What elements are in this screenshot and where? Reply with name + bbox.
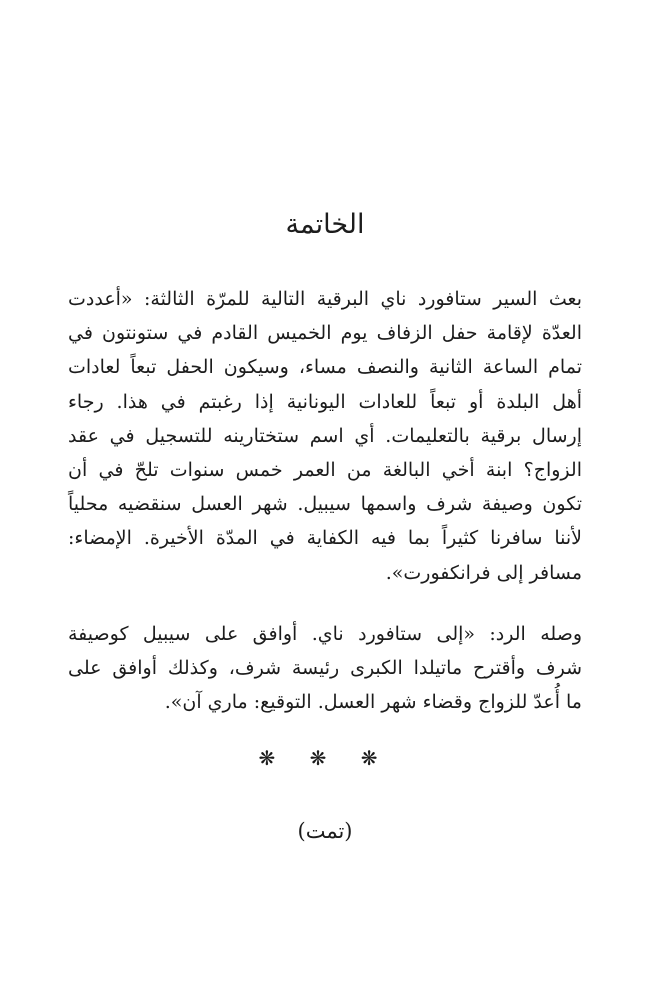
text-line: العدّة لإقامة حفل الزفاف يوم الخميس القادم في ستونتون في [68,322,582,345]
text-line: وصله الرد: «إلى ستافورد ناي. أوافق على سيبيل كوصيفة [68,623,582,645]
chapter-title: الخاتمة [285,209,365,240]
paragraph-telegram [68,282,582,590]
text-line: إرسال برقية بالتعليمات. أي اسم ستختارينه للتسجيل في عقد [68,424,582,447]
end-mark: (تمت) [297,819,353,843]
text-line: لأننا سافرنا كثيراً بما فيه الكفاية في المدّة الأخيرة. الإمضاء: [68,527,582,550]
text-line: بعث السير ستافورد ناي البرقية التالية للمرّة الثالثة: «أعددت [68,288,582,310]
text-line: ما أُعدّ للزواج وقضاء شهر العسل. التوقيع: ماري آن». [164,691,582,714]
paragraph-reply [68,617,582,720]
text-line: تمام الساعة الثانية والنصف مساء، وسيكون الحفل تبعاً لعادات [68,356,582,379]
section-separator: ❋ ❋ ❋ [258,746,392,770]
text-line: تكون وصيفة شرف واسمها سيبيل. شهر العسل سنقضيه محلياً [68,493,582,516]
text-line: شرف وأقترح ماتيلدا الكبرى رئيسة شرف، وكذلك أوافق على [68,657,582,680]
text-line: أهل البلدة أو تبعاً للعادات اليونانية إذا رغبتم في هذا. رجاء [68,390,582,413]
book-page [68,0,582,1000]
text-line: مسافر إلى فرانكفورت». [385,561,582,584]
text-line: الزواج؟ ابنة أخي البالغة من العمر خمس سنوات تلحّ في أن [68,458,582,481]
